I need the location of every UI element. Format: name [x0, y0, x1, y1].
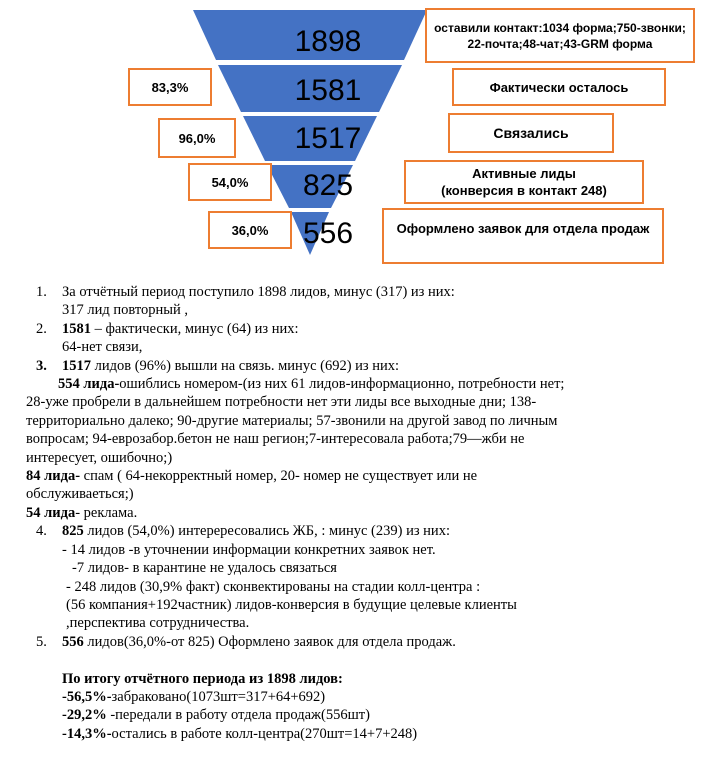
report-554-line-4: вопросам; 94-еврозабор.бетон не наш регион;7-интересовала работа;79—жби не — [26, 431, 525, 448]
report-item-4-sub-3: - 248 лидов (30,9% факт) сконвектированы на стадии колл-центра : — [66, 578, 481, 595]
report-item-4-sub-2: -7 лидов- в карантине не удалось связаться — [72, 560, 337, 577]
funnel-value-4: 825 — [302, 169, 354, 202]
report-item-3: 3. 1517 лидов (96%) вышли на связь. минус (692) из них: — [36, 357, 400, 374]
report-item-4-sub-5: ,перспектива сотрудничества. — [66, 615, 250, 632]
summary-title: По итогу отчётного периода из 1898 лидов: — [62, 670, 343, 687]
funnel-value-1: 1898 — [294, 25, 362, 58]
report-item-5: 5. 556 лидов(36,0%-от 825) Оформлено заявок для отдела продаж. — [36, 633, 456, 650]
label-box-actually-left: Фактически осталось — [452, 68, 666, 106]
report-554-line-5: интересует, ошибочно;) — [26, 449, 173, 466]
report-84-line-1: 84 лида- спам ( 64-некорректный номер, 20- номер не существует или не — [26, 468, 478, 485]
report-spacer — [36, 651, 696, 669]
pct-box-1517: 96,0% — [158, 118, 236, 158]
pct-box-556: 36,0% — [208, 211, 292, 249]
report-item-4-sub-4: (56 компания+192частник) лидов-конверсия в будущие целевые клиенты — [66, 596, 517, 613]
funnel-value-5: 556 — [302, 217, 354, 250]
report-item-4: 4. 825 лидов (54,0%) интерересовались ЖБ, : минус (239) из них: — [36, 523, 450, 540]
label-active-leads: Активные лиды (конверсия в контакт 248) — [441, 166, 607, 198]
summary-line-3: -14,3%-остались в работе колл-центра(270шт=14+7+248) — [62, 725, 418, 742]
report-84-line-2: обслуживаеться;) — [26, 486, 134, 503]
report-554-line-3: территориально далеко; 90-другие материалы; 57-звонили на другой завод по личным — [26, 412, 558, 429]
report-item-4-sub-1: - 14 лидов -в уточнении информации конкретних заявок нет. — [62, 541, 436, 558]
summary-line-1: -56,5%-забраковано(1073шт=317+64+692) — [62, 688, 326, 705]
label-box-active-leads — [404, 160, 644, 204]
report-554-line-1: 554 лида-ошиблись номером-(из них 61 лидов-информационно, потребности нет; — [58, 376, 565, 393]
label-box-contacted: Связались — [448, 113, 614, 153]
report-item-1-sub: 317 лид повторный , — [62, 302, 189, 319]
report-item-2-sub: 64-нет связи, — [62, 339, 143, 356]
summary-line-2: -29,2% -передали в работу отдела продаж(556шт) — [62, 707, 370, 724]
label-box-left-contact — [425, 8, 695, 63]
report-text — [26, 283, 696, 743]
label-left-contact: оставили контакт:1034 форма;750-звонки; 22-почта;48-чат;43-GRM форма — [434, 20, 686, 51]
pct-box-825: 54,0% — [188, 163, 272, 201]
funnel-value-2: 1581 — [294, 74, 362, 107]
label-box-orders: Оформлено заявок для отдела продаж — [382, 208, 664, 264]
report-item-2: 2. 1581 – фактически, минус (64) из них: — [36, 320, 299, 337]
report-554-line-2: 28-уже пробрели в дальнейшем потребности нет эти лиды все выходные дни; 138- — [26, 394, 537, 411]
report-54-line: 54 лида- реклама. — [26, 504, 138, 521]
pct-box-1581: 83,3% — [128, 68, 212, 106]
report-item-1: 1. За отчётный период поступило 1898 лидов, минус (317) из них: — [36, 284, 455, 300]
funnel-value-3: 1517 — [294, 122, 362, 155]
